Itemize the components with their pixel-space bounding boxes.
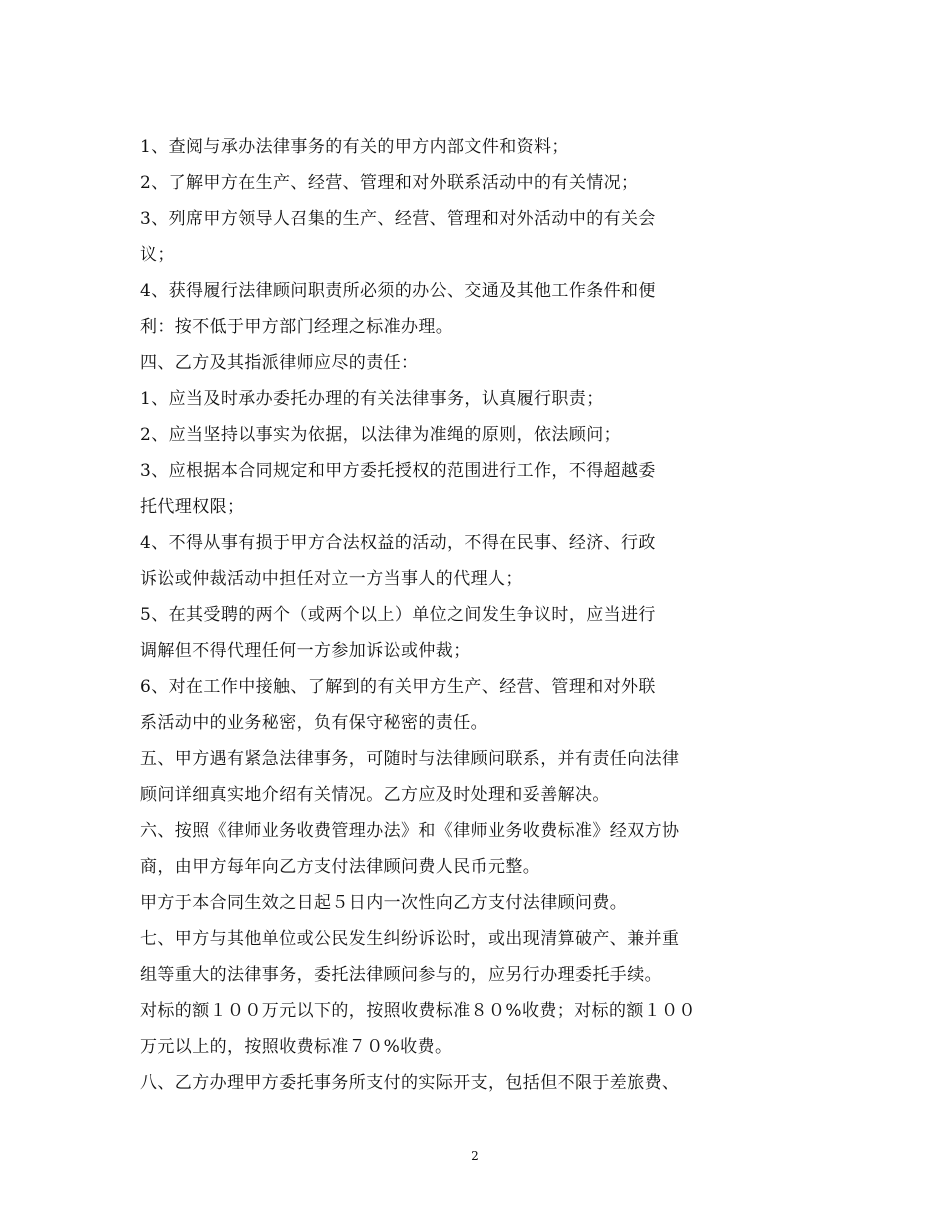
section-heading: 四、乙方及其指派律师应尽的责任：: [140, 353, 419, 373]
text-line: 2、应当坚持以事实为依据，以法律为准绳的原则，依法顾问；: [140, 425, 622, 445]
section-heading: 五、甲方遇有紧急法律事务，可随时与法律顾问联系，并有责任向法律: [140, 749, 680, 769]
text-line: 组等重大的法律事务，委托法律顾问参与的，应另行办理委托手续。: [140, 965, 662, 985]
text-line: 甲方于本合同生效之日起５日内一次性向乙方支付法律顾问费。: [140, 893, 628, 913]
text-line: 商，由甲方每年向乙方支付法律顾问费人民币元整。: [140, 857, 541, 877]
text-line: 3、列席甲方领导人召集的生产、经营、管理和对外活动中的有关会: [140, 209, 656, 229]
text-line: 托代理权限；: [140, 497, 245, 517]
text-line: 6、对在工作中接触、了解到的有关甲方生产、经营、管理和对外联: [140, 677, 656, 697]
section-heading: 六、按照《律师业务收费管理办法》和《律师业务收费标准》经双方协: [140, 821, 680, 841]
text-line: 议；: [140, 245, 175, 265]
section-heading: 七、甲方与其他单位或公民发生纠纷诉讼时，或出现清算破产、兼并重: [140, 929, 680, 949]
text-line: 诉讼或仲裁活动中担任对立一方当事人的代理人；: [140, 569, 523, 589]
text-line: 顾问详细真实地介绍有关情况。乙方应及时处理和妥善解决。: [140, 785, 610, 805]
text-line: 对标的额１００万元以下的，按照收费标准８０%收费；对标的额１００: [140, 1001, 696, 1021]
page-number: 2: [471, 1149, 479, 1163]
text-line: 5、在其受聘的两个（或两个以上）单位之间发生争议时，应当进行: [140, 605, 656, 625]
text-line: 系活动中的业务秘密，负有保守秘密的责任。: [140, 713, 488, 733]
text-line: 调解但不得代理任何一方参加诉讼或仲裁；: [140, 641, 471, 661]
text-line: 2、了解甲方在生产、经营、管理和对外联系活动中的有关情况；: [140, 173, 639, 193]
text-line: 万元以上的，按照收费标准７０%收费。: [140, 1037, 453, 1057]
text-line: 4、不得从事有损于甲方合法权益的活动，不得在民事、经济、行政: [140, 533, 656, 553]
text-line: 4、获得履行法律顾问职责所必须的办公、交通及其他工作条件和便: [140, 281, 656, 301]
text-line: 1、查阅与承办法律事务的有关的甲方内部文件和资料；: [140, 137, 569, 157]
text-line: 1、应当及时承办委托办理的有关法律事务，认真履行职责；: [140, 389, 604, 409]
section-heading: 八、乙方办理甲方委托事务所支付的实际开支，包括但不限于差旅费、: [140, 1073, 680, 1093]
text-line: 利：按不低于甲方部门经理之标准办理。: [140, 317, 454, 337]
document-body: [140, 129, 740, 1101]
text-line: 3、应根据本合同规定和甲方委托授权的范围进行工作，不得超越委: [140, 461, 656, 481]
